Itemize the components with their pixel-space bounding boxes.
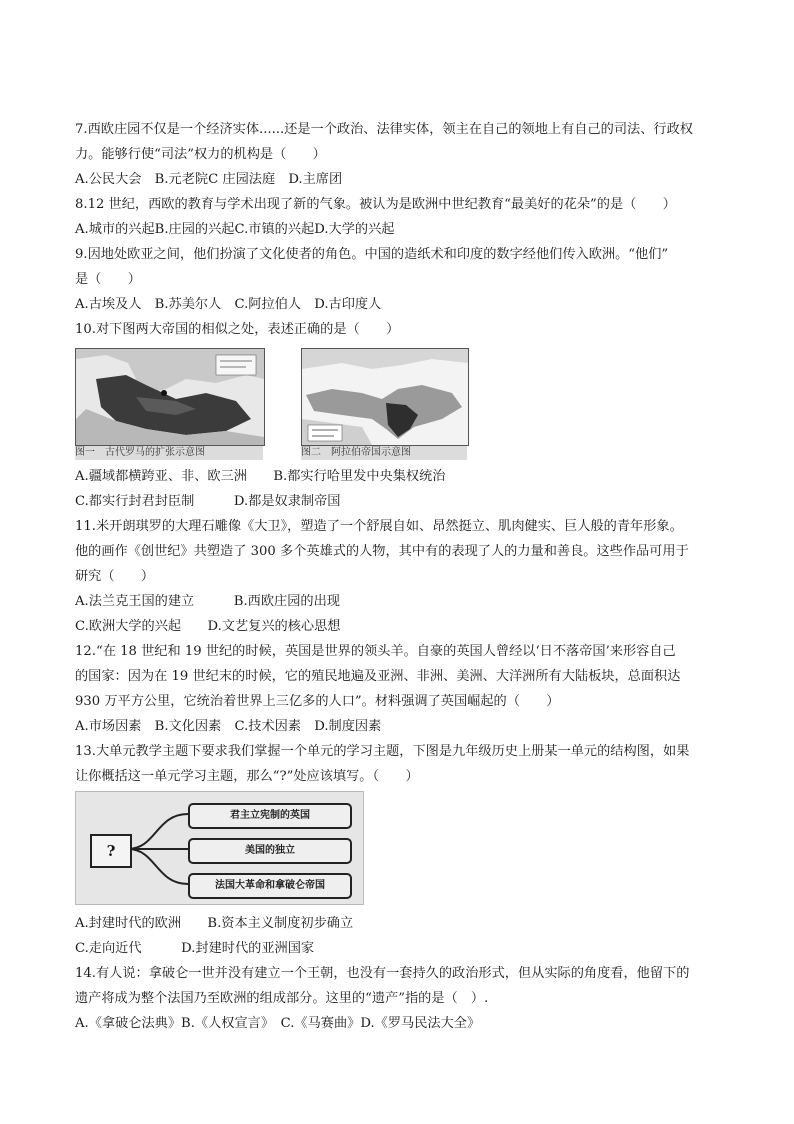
arab-empire-map [301,348,469,446]
q10-options-row2: C.都实行封君封臣制 D.都是奴隶制帝国 [75,494,341,509]
node-french-revolution: 法国大革命和拿破仑帝国 [188,873,352,899]
q11-options-row1: A.法兰克王国的建立 B.西欧庄园的出现 [75,594,340,609]
q12-options: A.市场因素 B.文化因素 C.技术因素 D.制度因素 [75,719,382,734]
map1-caption: 图一 古代罗马的扩张示意图 [75,446,263,460]
q11-stem-line2: 他的画作《创世纪》共塑造了 300 多个英雄式的人物，其中有的表现了人的力量和善良。这些作品可用于 [75,544,689,559]
q9-stem-line2: 是（ ） [75,272,141,287]
q13-options-row2: C.走向近代 D.封建时代的亚洲国家 [75,941,315,956]
q7-stem-line2: 力。能够行使“司法”权力的机构是（ ） [75,147,326,162]
q14-stem-line2: 遗产将成为整个法国乃至欧洲的组成部分。这里的“遗产”指的是（ ）. [75,991,489,1006]
q11-stem-line1: 11.米开朗琪罗的大理石雕像《大卫》，塑造了一个舒展自如、昂然挺立、肌肉健实、巨人般的青年形象。 [75,519,683,534]
q13-options-row1: A.封建时代的欧洲 B.资本主义制度初步确立 [75,916,354,931]
q12-stem-line2: 的国家：因为在 19 世纪末的时候，它的殖民地遍及亚洲、非洲、美洲、大洋洲所有大陆板块，总面积达 [75,669,681,684]
q8-options: A.城市的兴起B.庄园的兴起C.市镇的兴起D.大学的兴起 [75,222,395,237]
q13-stem-line2: 让你概括这一单元学习主题，那么“?”处应该填写。（ ） [75,769,419,784]
q7-options: A.公民大会 B.元老院C 庄园法庭 D.主席团 [75,172,343,187]
q11-options-row2: C.欧洲大学的兴起 D.文艺复兴的核心思想 [75,619,341,634]
roman-expansion-map [75,348,265,446]
q13-structure-diagram [75,791,364,905]
q11-stem-line3: 研究（ ） [75,569,155,584]
exam-page [75,117,725,1036]
node-american-independence: 美国的独立 [188,838,352,864]
q10-options-row1: A.疆域都横跨亚、非、欧三洲 B.都实行哈里发中央集权统治 [75,469,446,484]
q8-stem: 8.12 世纪，西欧的教育与学术出现了新的气象。被认为是欧洲中世纪教育“最美好的花朵”的是（ ） [75,197,676,212]
q14-stem-line1: 14.有人说：拿破仑一世并没有建立一个王朝，也没有一套持久的政治形式，但从实际的角度看，他留下的 [75,966,690,981]
q12-stem-line3: 930 万平方公里，它统治着世界上三亿多的人口”。材料强调了英国崛起的（ ） [75,694,560,709]
q7-stem-line1: 7.西欧庄园不仅是一个经济实体......还是一个政治、法律实体，领主在自己的领地上有自己的司法、行政权 [75,122,693,137]
q9-stem-line1: 9.因地处欧亚之间，他们扮演了文化使者的角色。中国的造纸术和印度的数字经他们传入欧洲。“他们” [75,247,669,262]
unknown-theme-box: ? [90,834,132,868]
q9-options: A.古埃及人 B.苏美尔人 C.阿拉伯人 D.古印度人 [75,297,382,312]
q10-figure [75,342,470,462]
q13-stem-line1: 13.大单元教学主题下要求我们掌握一个单元的学习主题，下图是九年级历史上册某一单元的结构图，如果 [75,744,690,759]
map2-caption: 图二 阿拉伯帝国示意图 [301,446,467,460]
q12-stem-line1: 12.“在 18 世纪和 19 世纪的时候，英国是世界的领头羊。自豪的英国人曾经以‘日不落帝国’来形容自己 [75,644,676,659]
q14-options: A.《拿破仑法典》B.《人权宣言》 C.《马赛曲》D.《罗马民法大全》 [75,1016,481,1031]
node-constitutional-britain: 君主立宪制的英国 [188,803,352,829]
q10-stem: 10.对下图两大帝国的相似之处，表述正确的是（ ） [75,322,400,337]
